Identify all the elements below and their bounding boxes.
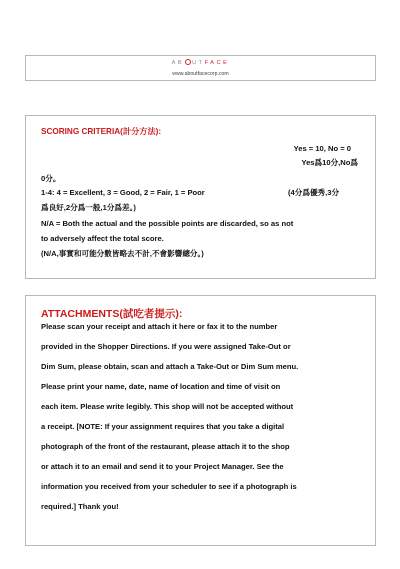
attachments-line: provided in the Shopper Directions. If you were assigned Take-Out or xyxy=(41,342,291,351)
attachments-line: Dim Sum, please obtain, scan and attach a Take-Out or Dim Sum menu. xyxy=(41,362,299,371)
scoring-na-cn: (N/A,事實和可能分數皆略去不計,不會影響總分。) xyxy=(41,249,204,258)
scoring-yes-no-cn: Yes爲10分,No爲 xyxy=(301,158,358,167)
attachments-line: Please scan your receipt and attach it here or fax it to the number xyxy=(41,322,278,331)
attachments-line: information you received from your scheduler to see if a photograph is xyxy=(41,482,297,491)
scoring-na-line-2: to adversely affect the total score. xyxy=(41,234,164,243)
logo-mid: UT xyxy=(192,60,205,66)
scoring-scale-cn-2: 爲良好,2分爲一般,1分爲差。) xyxy=(41,203,136,212)
attachments-line: Please print your name, date, name of location and time of visit on xyxy=(41,382,281,391)
scoring-zero-cn: 0分。 xyxy=(41,174,61,183)
scoring-criteria-box xyxy=(25,115,376,279)
scoring-title: SCORING CRITERIA(計分方法): xyxy=(41,127,162,136)
attachments-box xyxy=(25,295,376,546)
scoring-na-line-1: N/A = Both the actual and the possible points are discarded, so as not xyxy=(41,219,294,228)
attachments-line: required.] Thank you! xyxy=(41,502,119,511)
logo-o-circle-icon xyxy=(185,59,191,65)
attachments-line: or attach it to an email and send it to your Project Manager. See the xyxy=(41,462,284,471)
aboutface-logo xyxy=(26,59,375,66)
attachments-line: a receipt. [NOTE: If your assignment requires that you take a digital xyxy=(41,422,285,431)
attachments-line: each item. Please write legibly. This shop will not be accepted without xyxy=(41,402,294,411)
header-box xyxy=(25,55,376,81)
website-url: www.aboutfacecorp.com xyxy=(172,71,229,77)
logo-suffix: FACE xyxy=(204,60,230,66)
scoring-yes-no: Yes = 10, No = 0 xyxy=(293,144,351,153)
attachments-line: photograph of the front of the restaurant, please attach it to the shop xyxy=(41,442,290,451)
scoring-scale-cn: (4分爲優秀,3分 xyxy=(288,188,340,197)
scoring-scale: 1-4: 4 = Excellent, 3 = Good, 2 = Fair, 1 = Poor xyxy=(41,188,205,197)
logo-prefix: AB xyxy=(171,60,185,66)
attachments-title: ATTACHMENTS(試吃者提示): xyxy=(41,308,183,320)
